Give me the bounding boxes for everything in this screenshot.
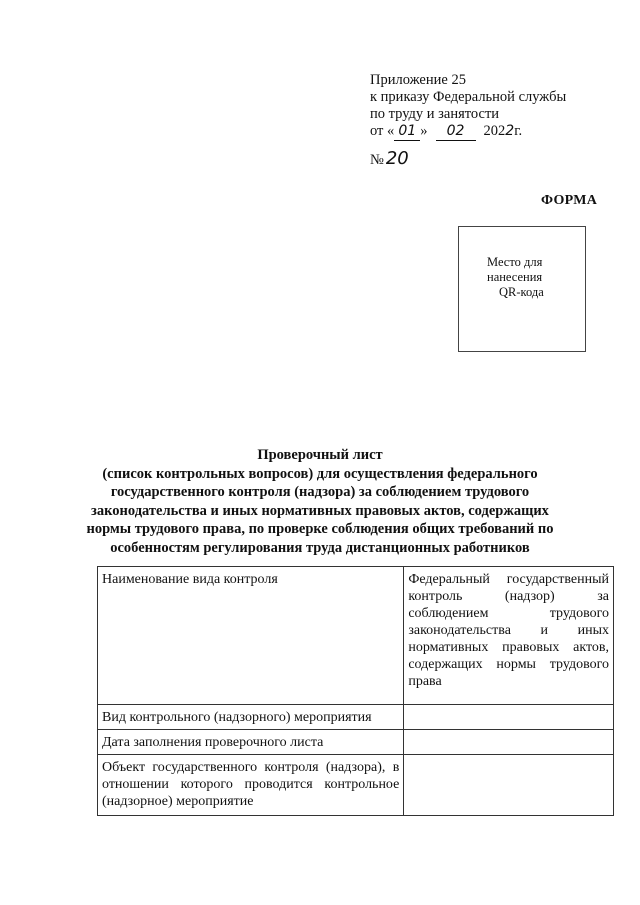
- title-line3: государственного контроля (надзора) за соблюдением трудового: [110, 484, 530, 500]
- date-year-prefix: 202: [483, 123, 506, 139]
- form-label: ФОРМА: [541, 193, 598, 208]
- date-year-suffix: 2: [505, 123, 515, 139]
- title-line2: (список контрольных вопросов) для осуществления федерального: [102, 465, 538, 482]
- document-title: [40, 446, 600, 557]
- title-line6: особенностям регулирования труда дистанционных работников: [110, 539, 530, 556]
- number-value: 20: [385, 148, 409, 169]
- date-prefix: от «: [370, 123, 395, 139]
- title-line4: законодательства и иных нормативных правовых актов, содержащих: [91, 502, 549, 519]
- checklist-table: [97, 566, 614, 816]
- qr-text-line3: QR-кода: [499, 285, 544, 299]
- date-month: 02: [436, 123, 476, 141]
- title-line5: нормы трудового права, по проверке соблюдения общих требований по: [86, 521, 554, 537]
- title-line1: Проверочный лист: [257, 447, 383, 463]
- qr-text-line1: Место для: [487, 255, 543, 269]
- qr-code-placeholder: [458, 226, 586, 352]
- table-row: [98, 730, 614, 755]
- appendix-header: [370, 72, 610, 141]
- control-type-value: Федеральный государственный контроль (надзор) за соблюдением трудового законодательства и иных нормативных правовых актов, содержащих нормы трудового права: [404, 567, 614, 705]
- date-year-end: г.: [514, 123, 523, 139]
- qr-placeholder-text: [487, 255, 577, 300]
- date-day: 01: [394, 123, 420, 141]
- appendix-service-name: по труду и занятости: [370, 106, 500, 122]
- control-type-label: Наименование вида контроля: [98, 567, 404, 705]
- appendix-number: Приложение 25: [370, 72, 466, 88]
- appendix-order-ref: к приказу Федеральной службы: [370, 89, 567, 105]
- number-prefix: №: [370, 152, 384, 168]
- table-row: [98, 567, 614, 705]
- appendix-date: [370, 123, 610, 141]
- event-type-value[interactable]: [404, 705, 614, 730]
- control-object-value[interactable]: [404, 755, 614, 816]
- date-day-close: »: [420, 123, 428, 139]
- control-object-label: Объект государственного контроля (надзора), в отношении которого проводится контрольное (надзорное) мероприятие: [98, 755, 404, 816]
- table-row: [98, 755, 614, 816]
- order-number: [370, 148, 411, 169]
- fill-date-label: Дата заполнения проверочного листа: [98, 730, 404, 755]
- table-row: [98, 705, 614, 730]
- event-type-label: Вид контрольного (надзорного) мероприятия: [98, 705, 404, 730]
- fill-date-value[interactable]: [404, 730, 614, 755]
- qr-text-line2: нанесения: [487, 270, 543, 284]
